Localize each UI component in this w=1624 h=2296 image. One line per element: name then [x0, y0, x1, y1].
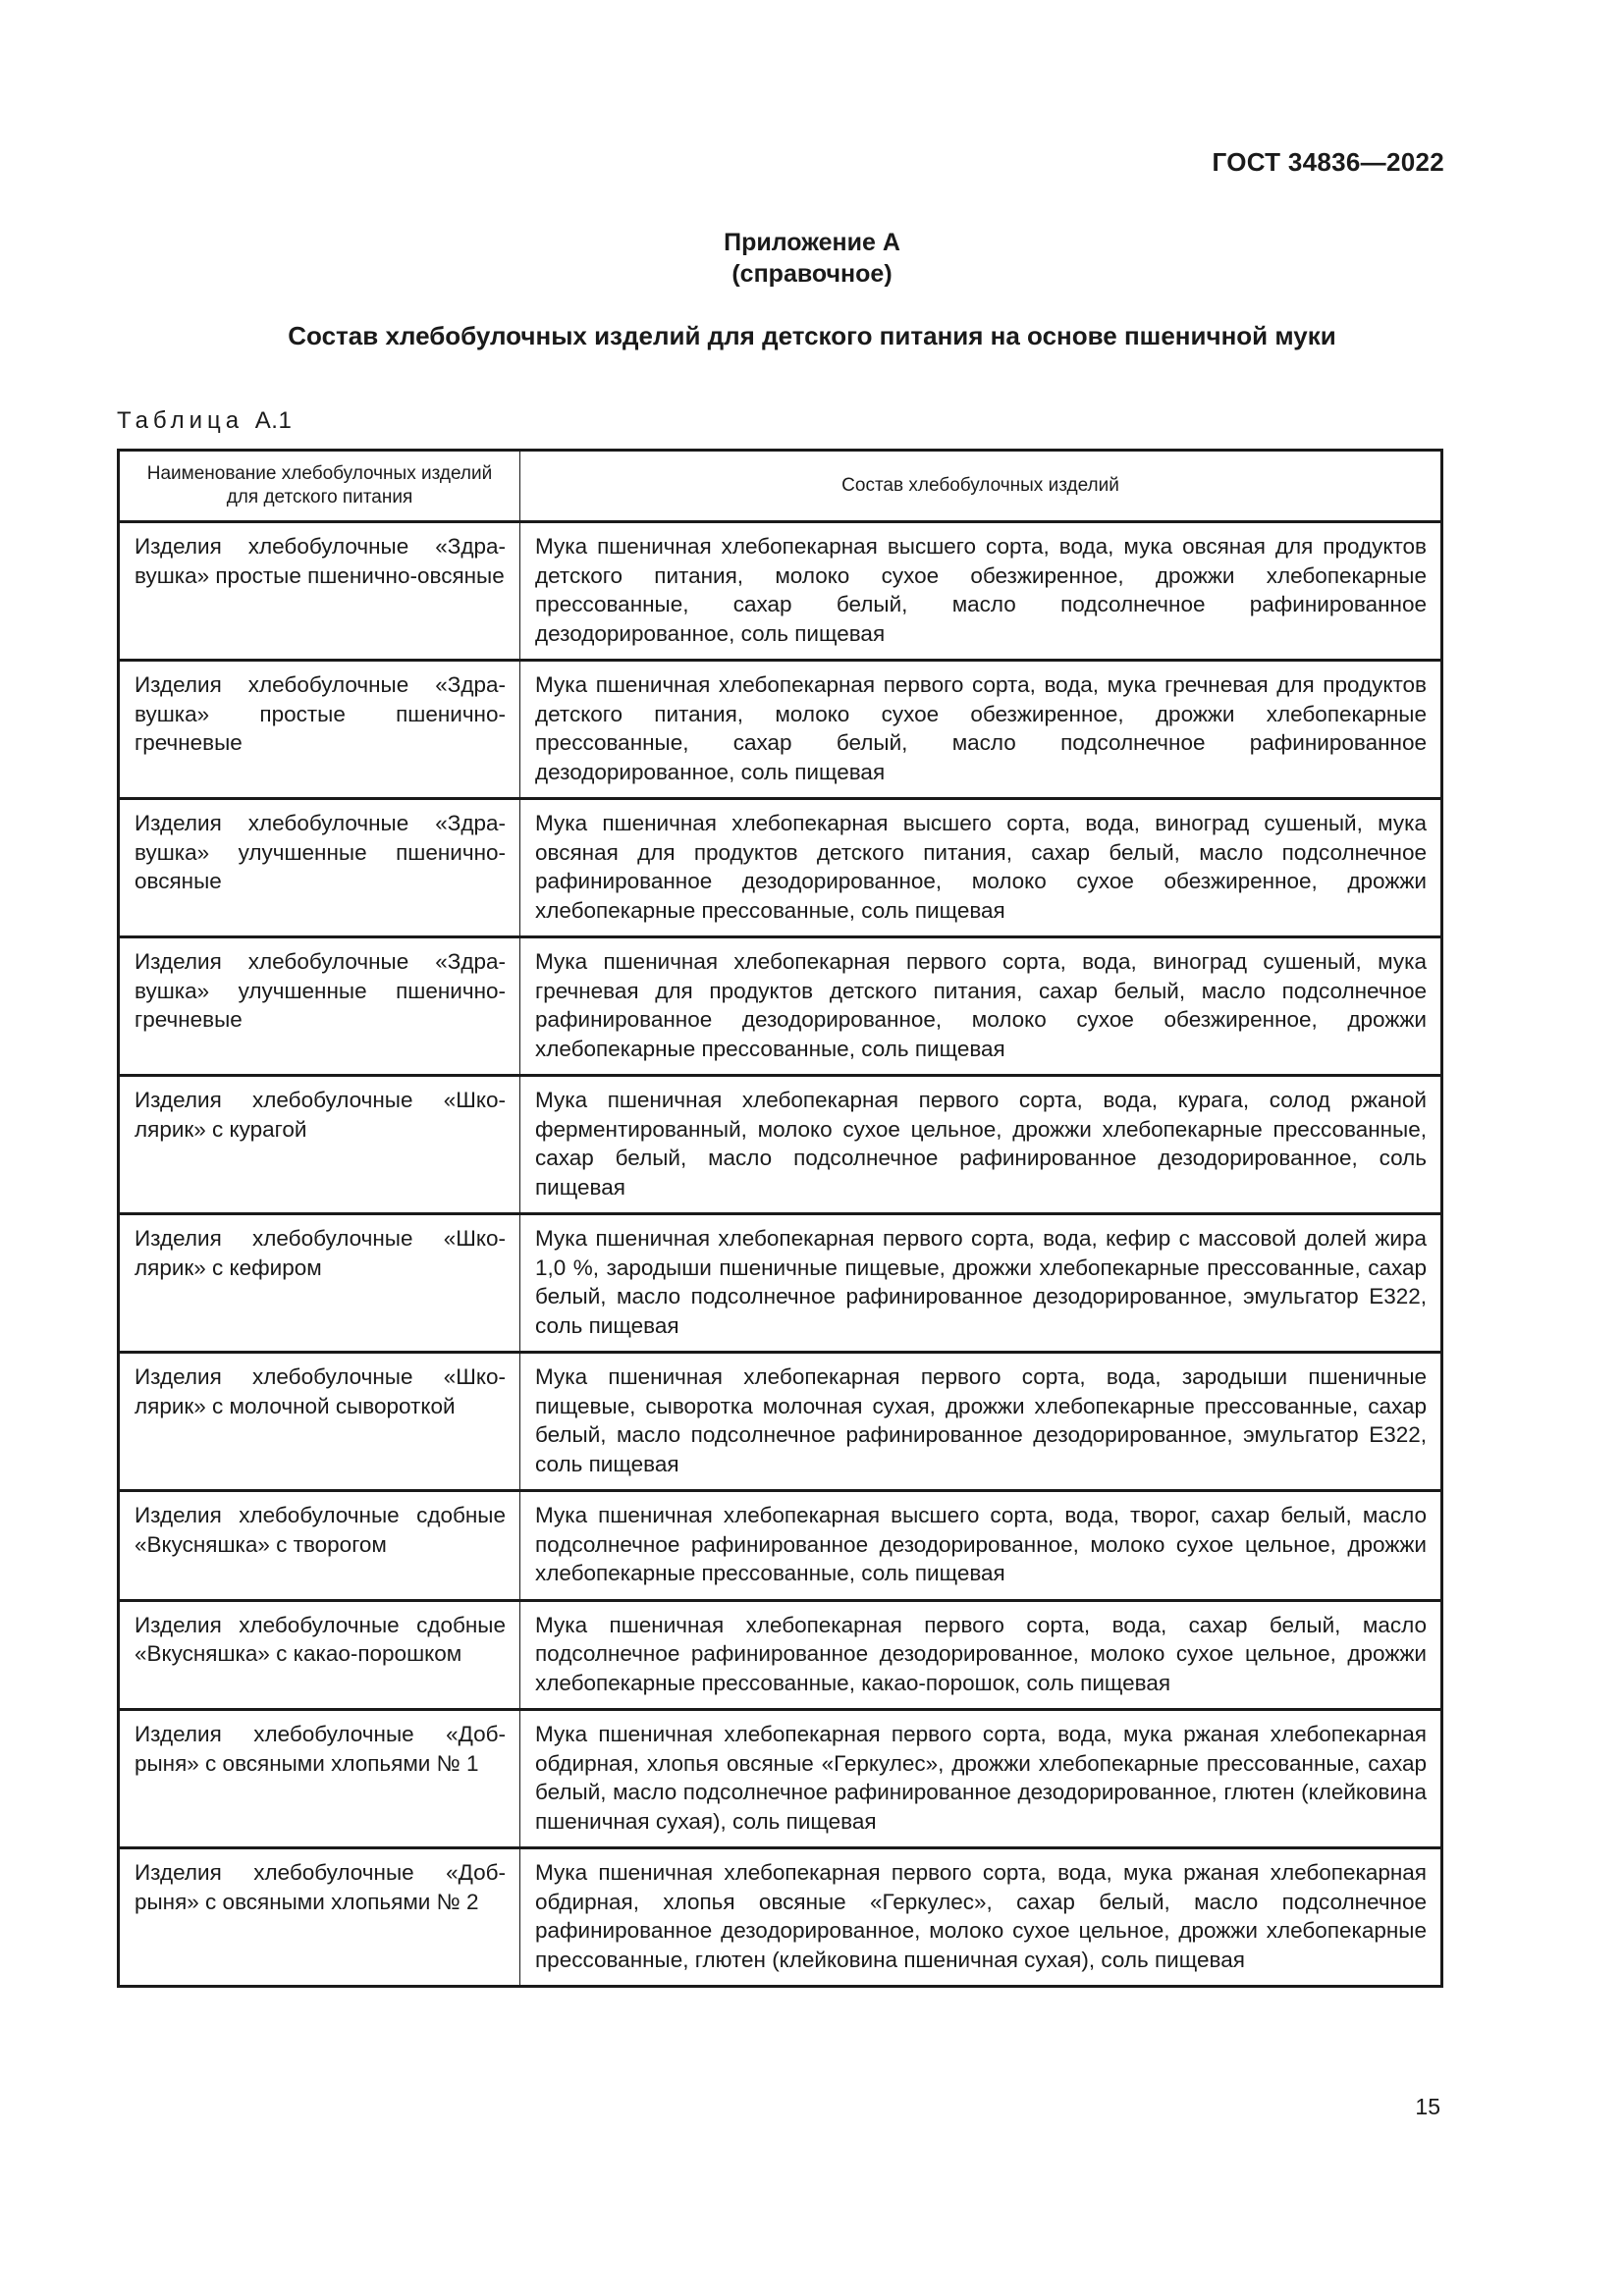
- appendix-note: (справочное): [731, 260, 893, 288]
- composition-cell: Мука пшеничная хлебопекарная высшего сорта, вода, мука овсяная для продуктов детского питания, молоко сухое обезжиренное, дрожжи хлебопекарные прессованные, сахар белый, масло подсолнечное рафинированное дезодорированное, соль пищевая: [520, 522, 1442, 661]
- table-header-row: [119, 451, 1442, 522]
- table-row: [119, 522, 1442, 661]
- table-row: [119, 937, 1442, 1076]
- table-caption-label: Таблица: [117, 407, 244, 434]
- table-row: [119, 799, 1442, 937]
- page-number: 15: [1415, 2094, 1440, 2119]
- composition-cell: Мука пшеничная хлебопекарная первого сорта, вода, мука ржаная хлебопекарная обдирная, хлопья овсяные «Геркулес», дрожжи хлебопекарные прессованные, сахар белый, масло подсолнечное рафинированное дезодорированное, глютен (клейковина пшеничная сухая), соль пищевая: [520, 1710, 1442, 1848]
- table-row: [119, 1710, 1442, 1848]
- table-row: [119, 1600, 1442, 1710]
- composition-cell: Мука пшеничная хлебопекарная первого сорта, вода, мука ржаная хлебопекарная обдирная, хлопья овсяные «Геркулес», сахар белый, масло подсолнечное рафинированное дезодорированное, молоко сухое цельное, дрожжи хлебопекарные прессованные, глютен (клейковина пшеничная сухая), соль пищевая: [520, 1848, 1442, 1987]
- product-name-cell: Изделия хлебобулочные «Добрыня» с овсяными хлопьями № 1: [119, 1710, 520, 1848]
- composition-cell: Мука пшеничная хлебопекарная первого сорта, вода, курага, солод ржаной ферментированный, молоко сухое цельное, дрожжи хлебопекарные прессованные, сахар белый, масло подсолнечное рафинированное дезодорированное, соль пищевая: [520, 1076, 1442, 1214]
- product-name-cell: Изделия хлебобулочные «Школярик» с молочной сывороткой: [119, 1353, 520, 1491]
- product-name-cell: Изделия хлебобулочные «Здравушка» улучшенные пшенично-гречневые: [119, 937, 520, 1076]
- product-name-cell: Изделия хлебобулочные сдобные «Вкусняшка» с какао-порошком: [119, 1600, 520, 1710]
- table-body: [119, 522, 1442, 1987]
- table-row: [119, 1214, 1442, 1353]
- composition-cell: Мука пшеничная хлебопекарная первого сорта, вода, виноград сушеный, мука гречневая для продуктов детского питания, сахар белый, масло подсолнечное рафинированное дезодорированное, молоко сухое обезжиренное, дрожжи хлебопекарные прессованные, соль пищевая: [520, 937, 1442, 1076]
- composition-cell: Мука пшеничная хлебопекарная первого сорта, вода, зародыши пшеничные пищевые, сыворотка молочная сухая, дрожжи хлебопекарные прессованные, сахар белый, масло подсолнечное рафинированное дезодорированное, эмульгатор Е322, соль пищевая: [520, 1353, 1442, 1491]
- header-product-name: Наименование хлебобулочных изделий для детского питания: [119, 451, 520, 522]
- product-name-cell: Изделия хлебобулочные «Добрыня» с овсяными хлопьями № 2: [119, 1848, 520, 1987]
- page-title: Состав хлебобулочных изделий для детского питания на основе пшеничной муки: [288, 321, 1336, 350]
- product-name-cell: Изделия хлебобулочные «Здравушка» улучшенные пшенично-овсяные: [119, 799, 520, 937]
- composition-cell: Мука пшеничная хлебопекарная первого сорта, вода, мука гречневая для продуктов детского питания, молоко сухое обезжиренное, дрожжи хлебопекарные прессованные, сахар белый, масло подсолнечное рафинированное дезодорированное, соль пищевая: [520, 661, 1442, 799]
- appendix-title: Приложение А: [724, 229, 900, 256]
- table-row: [119, 1491, 1442, 1601]
- header-composition: Состав хлебобулочных изделий: [520, 451, 1442, 522]
- table-row: [119, 1353, 1442, 1491]
- composition-cell: Мука пшеничная хлебопекарная высшего сорта, вода, творог, сахар белый, масло подсолнечное рафинированное дезодорированное, молоко сухое цельное, дрожжи хлебопекарные прессованные, соль пищевая: [520, 1491, 1442, 1601]
- composition-cell: Мука пшеничная хлебопекарная первого сорта, вода, кефир с массовой долей жира 1,0 %, зародыши пшеничные пищевые, дрожжи хлебопекарные прессованные, сахар белый, масло подсолнечное рафинированное дезодорированное, эмульгатор Е322, соль пищевая: [520, 1214, 1442, 1353]
- product-name-cell: Изделия хлебобулочные «Школярик» с курагой: [119, 1076, 520, 1214]
- table-row: [119, 1848, 1442, 1987]
- standard-code: ГОСТ 34836—2022: [1212, 147, 1444, 177]
- product-name-cell: Изделия хлебобулочные «Здравушка» простые пшенично-овсяные: [119, 522, 520, 661]
- product-name-cell: Изделия хлебобулочные «Школярик» с кефиром: [119, 1214, 520, 1353]
- table-caption-number: А.1: [254, 407, 293, 434]
- product-name-cell: Изделия хлебобулочные «Здравушка» простые пшенично-гречневые: [119, 661, 520, 799]
- composition-cell: Мука пшеничная хлебопекарная высшего сорта, вода, виноград сушеный, мука овсяная для продуктов детского питания, сахар белый, масло подсолнечное рафинированное дезодорированное, молоко сухое обезжиренное, дрожжи хлебопекарные прессованные, соль пищевая: [520, 799, 1442, 937]
- table-row: [119, 1076, 1442, 1214]
- composition-table: [117, 449, 1443, 1988]
- product-name-cell: Изделия хлебобулочные сдобные «Вкусняшка» с творогом: [119, 1491, 520, 1601]
- composition-cell: Мука пшеничная хлебопекарная первого сорта, вода, сахар белый, масло подсолнечное рафинированное дезодорированное, молоко сухое цельное, дрожжи хлебопекарные прессованные, какао-порошок, соль пищевая: [520, 1600, 1442, 1710]
- table-row: [119, 661, 1442, 799]
- table-caption: [117, 407, 292, 435]
